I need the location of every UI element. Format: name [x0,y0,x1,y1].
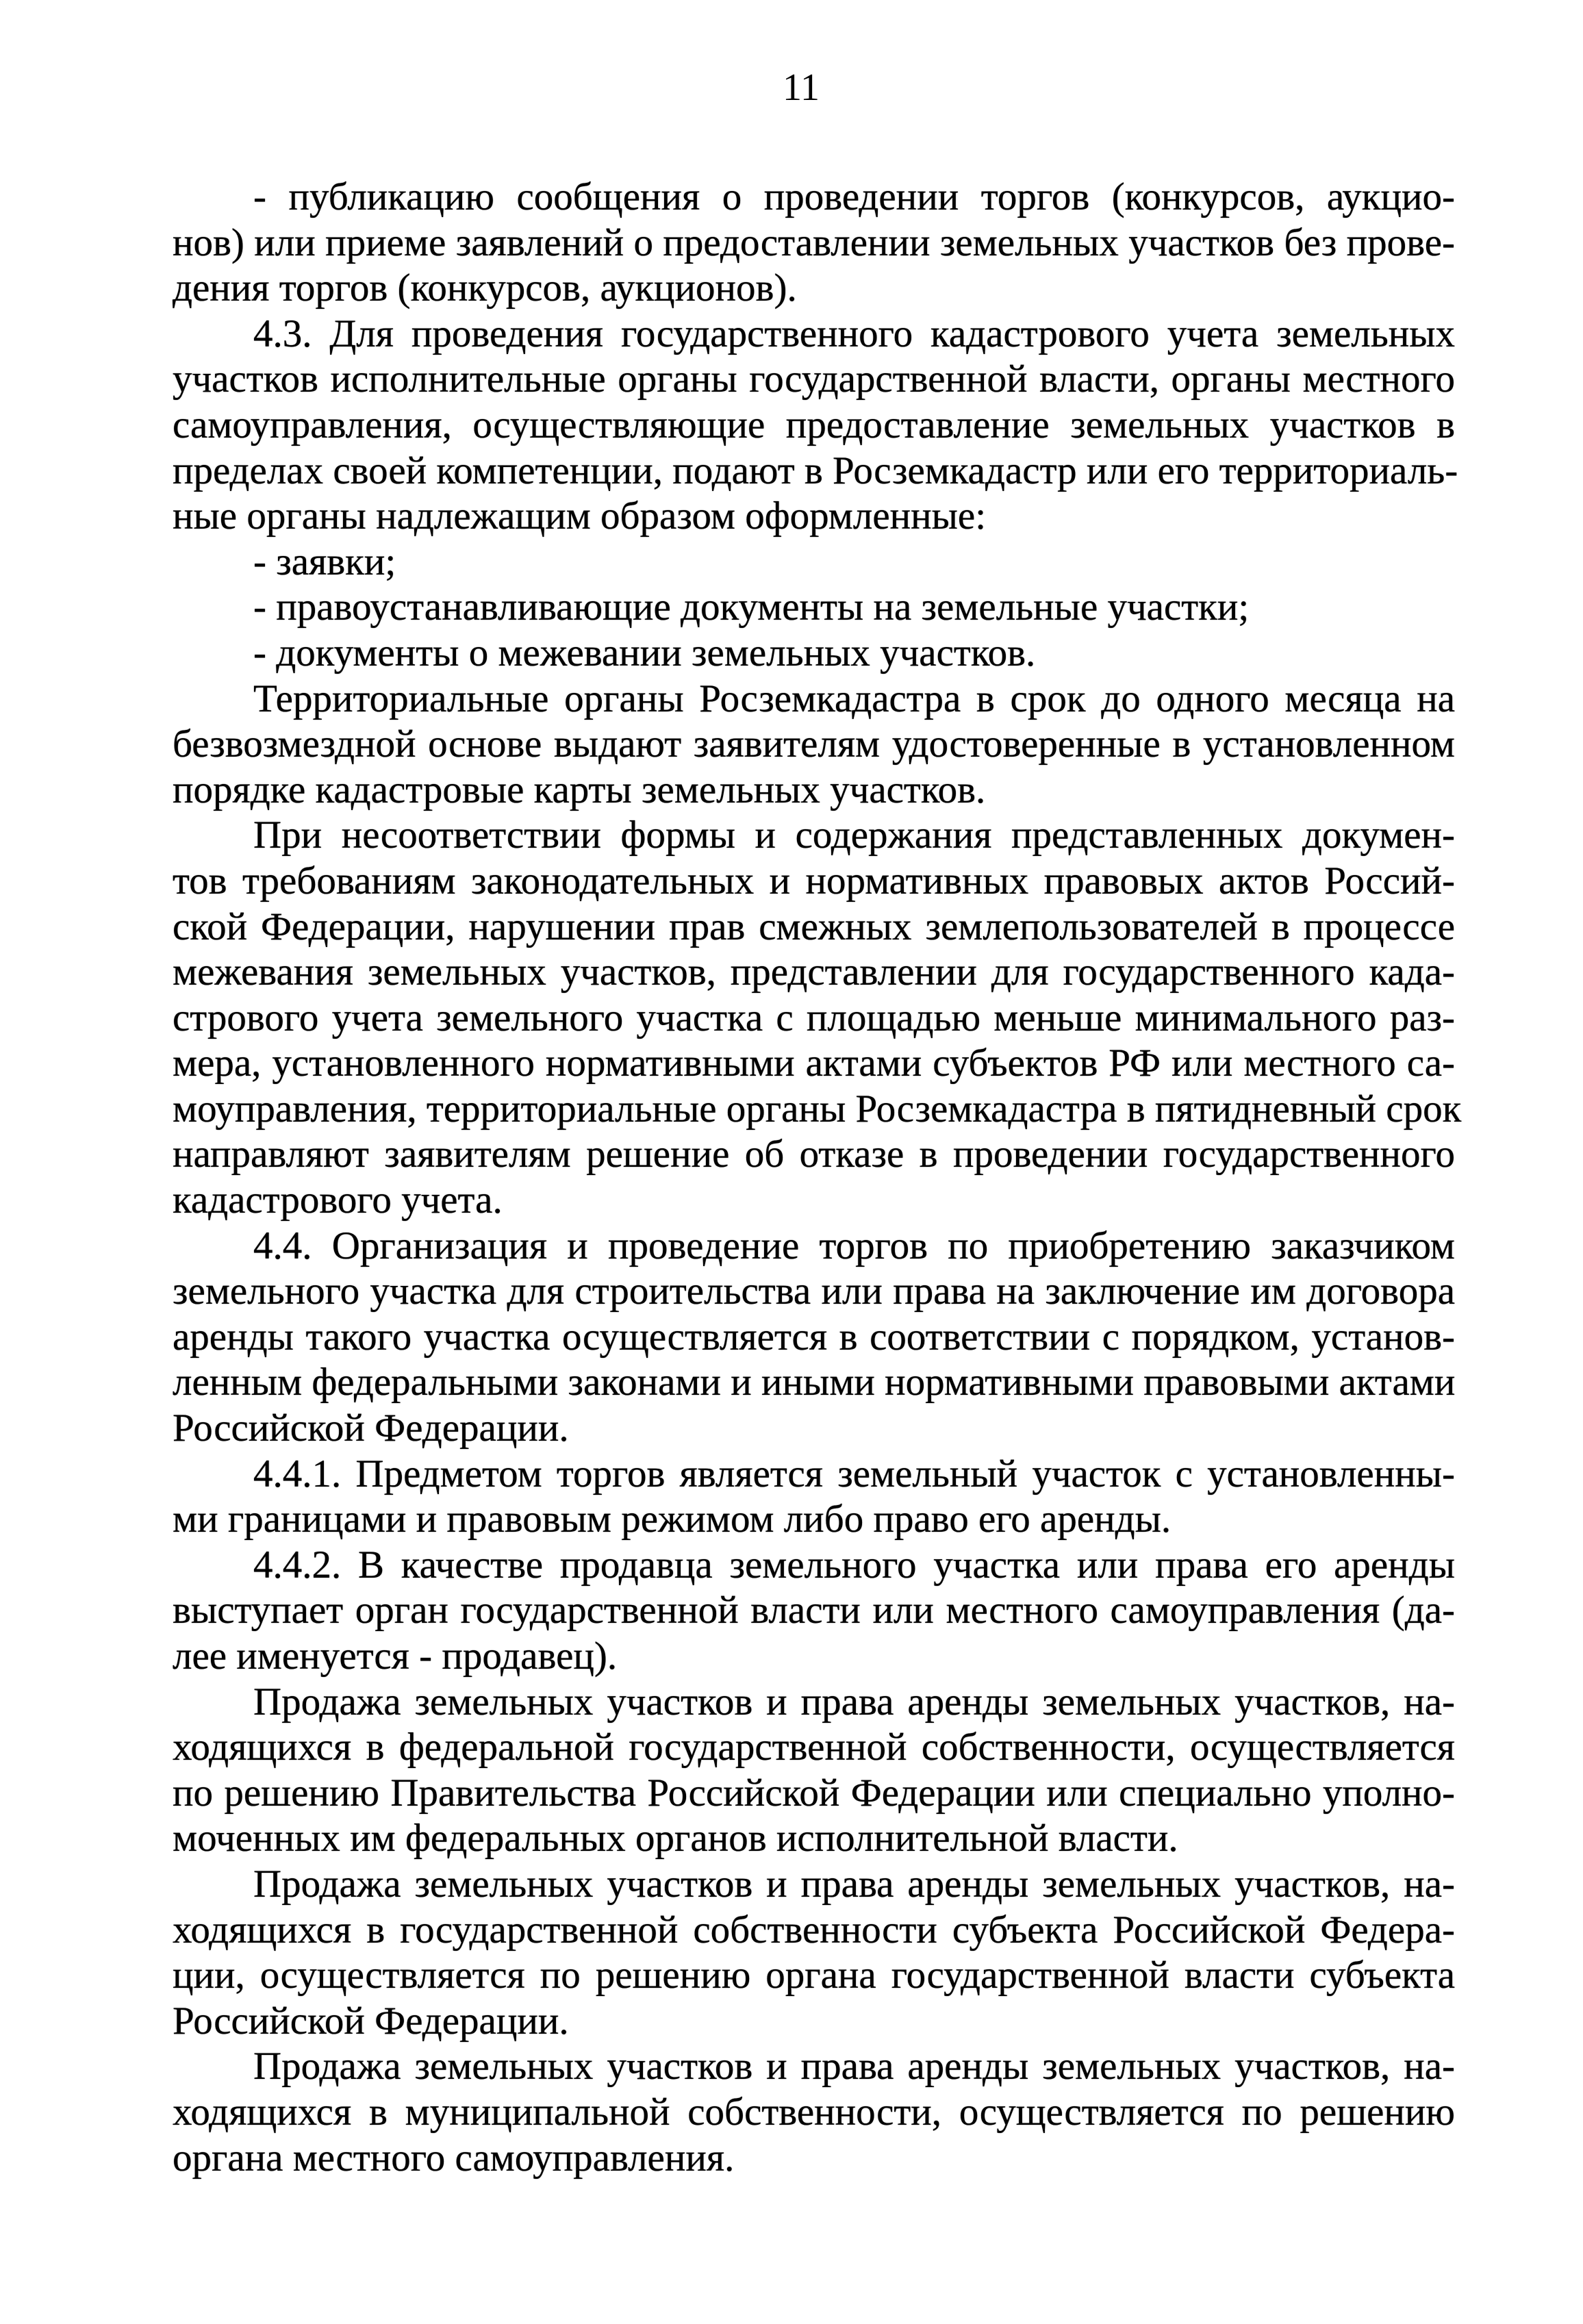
page-number: 11 [783,66,820,109]
paragraph [173,1862,1455,2044]
text-line: порядке кадастровые карты земельных участков. [173,768,986,811]
paragraph [173,1224,1455,1452]
text-line: - правоустанавливающие документы на земельные участки; [253,585,1250,629]
paragraph [173,2044,1455,2181]
paragraph [173,813,1462,1223]
text-line: 4.4. Организация и проведение торгов по приобретению заказчиком [253,1224,1455,1267]
document-body [173,175,1462,2181]
text-line: - заявки; [253,540,396,583]
text-line: стрового учета земельного участка с площадью меньше минимального раз- [173,996,1455,1039]
text-line: тов требованиям законодательных и нормативных правовых актов Россий- [173,859,1455,902]
text-line: ленным федеральными законами и иными нормативными правовыми актами [173,1361,1456,1404]
text-line: земельного участка для строительства или права на заключение им договора [173,1270,1455,1313]
text-line: участков исполнительные органы государственной власти, органы местного [173,357,1455,401]
text-line: дения торгов (конкурсов, аукционов). [173,266,797,310]
text-line: моуправления, территориальные органы Росземкадастра в пятидневный срок [173,1087,1462,1131]
paragraph [173,585,1455,631]
text-line: Российской Федерации. [173,1999,569,2043]
text-line: нов) или приеме заявлений о предоставлении земельных участков без прове- [173,220,1455,264]
text-line: Продажа земельных участков и права аренды земельных участков, на- [253,1680,1455,1723]
text-line: пределах своей компетенции, подают в Росземкадастр или его территориаль- [173,449,1458,492]
text-line: Территориальные органы Росземкадастра в срок до одного месяца на [253,677,1455,720]
text-line: Российской Федерации. [173,1406,569,1450]
text-line: самоуправления, осуществляющие предоставление земельных участков в [173,403,1455,446]
paragraph [173,312,1458,540]
text-line: ской Федерации, нарушении прав смежных землепользователей в процессе [173,905,1455,948]
paragraph [173,175,1455,312]
text-line: Продажа земельных участков и права аренды земельных участков, на- [253,1862,1455,1906]
text-line: мера, установленного нормативными актами субъектов РФ или местного са- [173,1041,1455,1085]
text-line: ми границами и правовым режимом либо право его аренды. [173,1498,1172,1541]
text-line: безвозмездной основе выдают заявителям удостоверенные в установленном [173,722,1455,766]
text-line: аренды такого участка осуществляется в соответствии с порядком, установ- [173,1315,1455,1359]
text-line: ции, осуществляется по решению органа государственной власти субъекта [173,1954,1455,1997]
text-line: ные органы надлежащим образом оформленные: [173,494,987,538]
paragraph [173,631,1455,677]
paragraph [173,1543,1455,1680]
text-line: 4.4.2. В качестве продавца земельного участка или права его аренды [253,1543,1455,1587]
paragraph [173,540,1455,585]
text-line: моченных им федеральных органов исполнительной власти. [173,1817,1178,1860]
text-line: - документы о межевании земельных участков. [253,631,1036,674]
text-line: выступает орган государственной власти или местного самоуправления (да- [173,1589,1455,1632]
text-line: по решению Правительства Российской Федерации или специально уполно- [173,1771,1455,1815]
text-line: 4.4.1. Предметом торгов является земельный участок с установленны- [253,1452,1455,1495]
paragraph [173,677,1455,813]
text-line: При несоответствии формы и содержания представленных докумен- [253,813,1455,857]
text-line: ходящихся в государственной собственности субъекта Российской Федера- [173,1908,1455,1952]
text-line: ходящихся в федеральной государственной собственности, осуществляется [173,1726,1455,1769]
text-line: 4.3. Для проведения государственного кадастрового учета земельных [253,312,1455,355]
paragraph [173,1680,1455,1862]
text-line: лее именуется - продавец). [173,1634,618,1678]
paragraph [173,1452,1455,1543]
text-line: кадастрового учета. [173,1178,503,1222]
text-line: Продажа земельных участков и права аренды земельных участков, на- [253,2045,1455,2088]
text-line: межевания земельных участков, представлении для государственного када- [173,950,1455,994]
text-line: - публикацию сообщения о проведении торгов (конкурсов, аукцио- [253,175,1455,218]
text-line: органа местного самоуправления. [173,2136,735,2180]
text-line: направляют заявителям решение об отказе в проведении государственного [173,1133,1455,1176]
text-line: ходящихся в муниципальной собственности, осуществляется по решению [173,2090,1455,2134]
